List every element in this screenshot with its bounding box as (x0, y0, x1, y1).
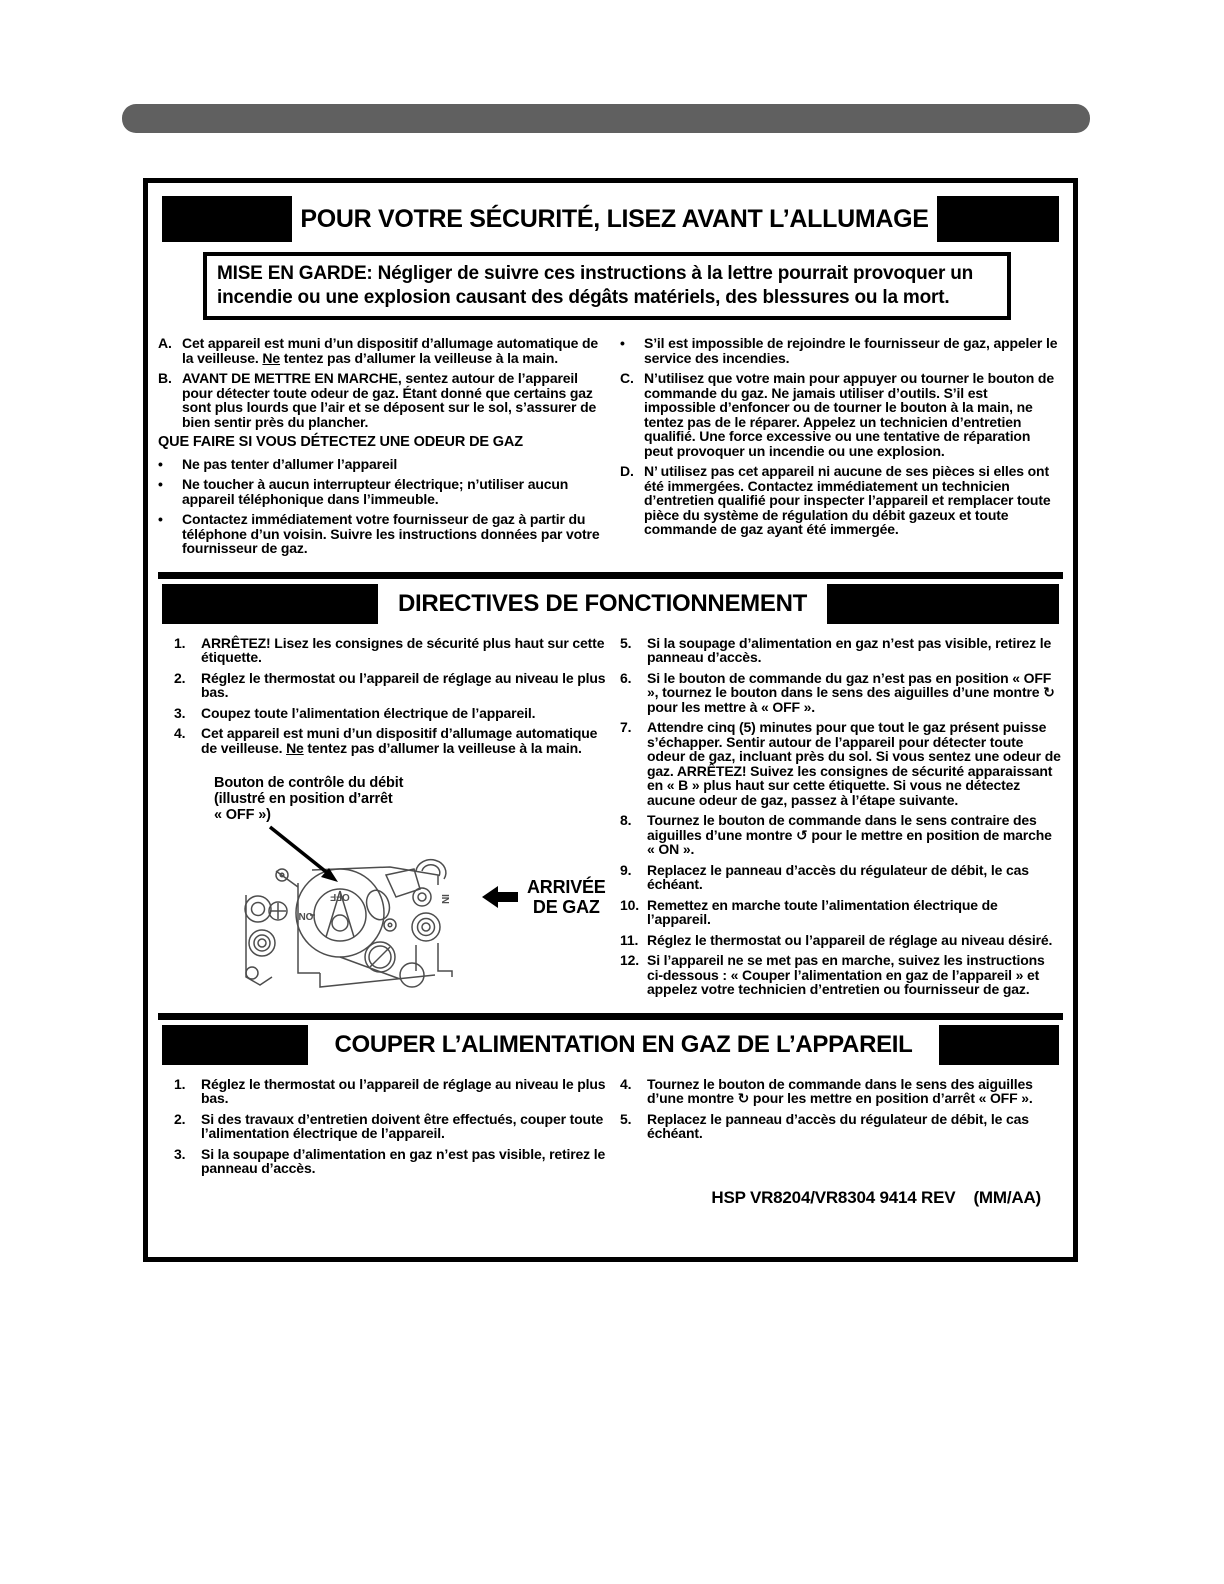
list-item (158, 512, 606, 556)
step-text: Si l’appareil ne se met pas en marche, suivez les instructions ci-dessous : « Couper l’alimentation en gaz de l’appareil » et appelez votre technicien d’entretien ou fournisseur de gaz. (647, 952, 1045, 997)
step-text: Replacez le panneau d’accès du régulateur de débit, le cas échéant. (647, 1110, 1029, 1141)
step-text: Si la soupape d’alimentation en gaz n’est pas visible, retirez le panneau d’accès. (201, 1145, 606, 1176)
header-black-block (827, 584, 1059, 624)
step-number: 3. (174, 1145, 186, 1162)
item-label: D. (620, 463, 634, 479)
gas-inlet-arrow-icon (482, 885, 518, 909)
section3-left-column (158, 1077, 606, 1182)
numbered-step (620, 813, 1061, 857)
step-text: Réglez le thermostat ou l’appareil de réglage au niveau désiré. (647, 931, 1053, 948)
part-number-footer: HSP VR8204/VR8304 9414 REV (MM/AA) (711, 1187, 1041, 1207)
step-text: Replacez le panneau d’accès du régulateur de débit, le cas échéant. (647, 861, 1029, 892)
step-text: Tournez le bouton de commande dans le sens des aiguilles d’une montre ↻ pour les mettre en position d’arrêt « OFF ». (647, 1075, 1033, 1106)
bullet-marker: • (158, 455, 163, 472)
header-black-block (162, 196, 292, 242)
section-header-directives (148, 584, 1073, 624)
section-divider-rule (158, 572, 1063, 579)
numbered-step (620, 720, 1061, 807)
item-text: Contactez immédiatement votre fournisseur de gaz à partir du téléphone d’un voisin. Suivre les instructions données par votre fournisseur de gaz. (182, 511, 600, 556)
step-number: 12. (620, 952, 640, 968)
step-number: 2. (174, 669, 186, 686)
item-text: AVANT DE METTRE EN MARCHE, sentez autour de l’appareil pour détecter toute odeur de gaz. Étant donné que certains gaz sont plus lourds que l’air et se déposent sur le sol, s’assurer de bien sentir près du plancher. (182, 370, 597, 430)
header-black-block (162, 584, 378, 624)
section3-columns (148, 1077, 1073, 1182)
list-item (158, 336, 606, 365)
numbered-step (174, 1112, 606, 1141)
numbered-step (174, 1077, 606, 1106)
numbered-step (620, 1077, 1061, 1106)
numbered-step (174, 1147, 606, 1176)
numbered-step (620, 863, 1061, 892)
warning-text: MISE EN GARDE: Négliger de suivre ces instructions à la lettre pourrait provoquer un incendie ou une explosion causant des dégâts matériels, des blessures ou la mort. (217, 263, 974, 308)
list-item (620, 336, 1061, 365)
section-title-securite: POUR VOTRE SÉCURITÉ, LISEZ AVANT L’ALLUMAGE (300, 204, 929, 233)
numbered-step (620, 636, 1061, 665)
header-black-block (937, 196, 1059, 242)
section2-left-column (158, 636, 606, 1003)
step-number: 5. (620, 1110, 632, 1127)
gas-inlet-label: ARRIVÉE DE GAZ (527, 877, 606, 917)
bullet-marker: • (158, 511, 163, 527)
step-text: Si des travaux d’entretien doivent être effectués, couper toute l’alimentation électrique de l’appareil. (201, 1110, 604, 1141)
list-item (158, 371, 606, 429)
section2-right-column (620, 636, 1061, 1003)
numbered-step (174, 706, 606, 721)
step-text: Coupez toute l’alimentation électrique de l’appareil. (201, 704, 536, 721)
step-text: Cet appareil est muni d’un dispositif d’allumage automatique de veilleuse. Ne tentez pas d’allumer la veilleuse à la main. (201, 725, 598, 756)
section-header-couper (148, 1025, 1073, 1065)
gas-valve-diagram (220, 825, 470, 995)
section1-right-column (620, 336, 1061, 562)
item-text: S’il est impossible de rejoindre le fournisseur de gaz, appeler le service des incendies. (644, 335, 1058, 366)
safety-label-document (143, 178, 1078, 1262)
item-text: Ne pas tenter d’allumer l’appareil (182, 455, 398, 472)
section3-right-column (620, 1077, 1061, 1182)
numbered-step (620, 671, 1061, 715)
section-title-couper: COUPER L’ALIMENTATION EN GAZ DE L’APPAREIL (334, 1030, 913, 1058)
header-black-block (162, 1025, 308, 1065)
mise-en-garde-box (203, 252, 1011, 320)
item-text: N’utilisez que votre main pour appuyer ou tourner le bouton de commande du gaz. Ne jamais utiliser d’outils. S’il est impossible d’enfoncer ou de tourner le bouton à la main, ne tentez pas de le réparer. Appelez un technicien d’entretien qualifié. Une force excessive ou une tentative de réparation peut provoquer un incendie ou une explosion. (644, 370, 1054, 459)
valve-in-label: IN (439, 894, 450, 904)
section-divider-rule (158, 1013, 1063, 1020)
step-number: 1. (174, 1075, 186, 1092)
step-number: 10. (620, 896, 640, 913)
item-label: A. (158, 335, 172, 351)
numbered-step (620, 933, 1061, 948)
list-item (158, 477, 606, 506)
list-item (620, 464, 1061, 537)
step-number: 4. (620, 1075, 632, 1092)
step-number: 4. (174, 725, 186, 741)
step-text: Si la soupage d’alimentation en gaz n’est pas visible, retirez le panneau d’accès. (647, 634, 1052, 665)
section-header-securite (148, 196, 1073, 242)
que-faire-heading: QUE FAIRE SI VOUS DÉTECTEZ UNE ODEUR DE GAZ (158, 434, 523, 450)
item-label: C. (620, 370, 634, 386)
step-number: 2. (174, 1110, 186, 1127)
step-number: 6. (620, 669, 632, 686)
step-text: Attendre cinq (5) minutes pour que tout le gaz présent puisse s’échapper. Sentir autour de l’appareil pour détecter toute odeur de gaz, incluant près du sol. Si vous sentez une odeur de gaz. ARRÊTEZ! Suivez les consignes de sécurité apparaissant en « B » plus haut sur cette étiquette. Si vous ne détectez aucune odeur de gaz, passez à l’étape suivante. (647, 719, 1061, 808)
step-text: Réglez le thermostat ou l’appareil de réglage au niveau le plus bas. (201, 1075, 606, 1106)
step-text: Réglez le thermostat ou l’appareil de réglage au niveau le plus bas. (201, 669, 606, 700)
list-item (620, 371, 1061, 458)
step-number: 3. (174, 704, 186, 721)
gas-inlet-annotation (482, 877, 606, 917)
item-text: Ne toucher à aucun interrupteur électrique; n’utiliser aucun appareil téléphonique dans l’immeuble. (182, 476, 569, 507)
valve-on-label: ON (298, 910, 314, 921)
header-black-block (939, 1025, 1059, 1065)
section2-columns (148, 636, 1073, 1003)
numbered-step (174, 671, 606, 700)
numbered-step (620, 953, 1061, 997)
numbered-step (174, 726, 606, 755)
step-number: 1. (174, 634, 186, 651)
valve-off-label: OFF (330, 891, 350, 902)
step-text: ARRÊTEZ! Lisez les consignes de sécurité plus haut sur cette étiquette. (201, 634, 605, 665)
step-text: Si le bouton de commande du gaz n’est pas en position « OFF », tournez le bouton dans le sens des aiguilles d’une montre ↻ pour les mettre à « OFF ». (647, 669, 1055, 715)
numbered-step (174, 636, 606, 665)
list-item (158, 457, 606, 472)
valve-diagram-row (174, 825, 606, 995)
section-title-directives: DIRECTIVES DE FONCTIONNEMENT (398, 589, 807, 617)
step-number: 5. (620, 634, 632, 651)
numbered-step (620, 898, 1061, 927)
item-text: Cet appareil est muni d’un dispositif d’allumage automatique de la veilleuse. Ne tentez pas d’allumer la veilleuse à la main. (182, 335, 599, 366)
step-number: 8. (620, 812, 632, 828)
step-text: Remettez en marche toute l’alimentation électrique de l’appareil. (647, 896, 998, 927)
valve-knob-callout-label: Bouton de contrôle du débit (illustré en position d’arrêt « OFF ») (214, 775, 404, 823)
top-gray-bar (122, 104, 1090, 133)
section1-left-column (158, 336, 606, 562)
numbered-step (620, 1112, 1061, 1141)
step-text: Tournez le bouton de commande dans le sens contraire des aiguilles d’une montre ↺ pour le mettre en position de marche « ON ». (647, 812, 1052, 857)
bullet-marker: • (620, 335, 625, 351)
step-number: 9. (620, 861, 632, 878)
section1-columns (148, 336, 1073, 562)
item-label: B. (158, 370, 172, 386)
step-number: 7. (620, 719, 632, 735)
bullet-marker: • (158, 476, 163, 492)
step-number: 11. (620, 931, 639, 948)
item-text: N’ utilisez pas cet appareil ni aucune de ses pièces si elles ont été immergées. Contactez immédiatement un technicien d’entretien qualifié pour inspecter l’appareil et remplacer toute pièce du système de régulation du débit gazeux et toute commande de gaz ayant été immergée. (644, 463, 1051, 537)
